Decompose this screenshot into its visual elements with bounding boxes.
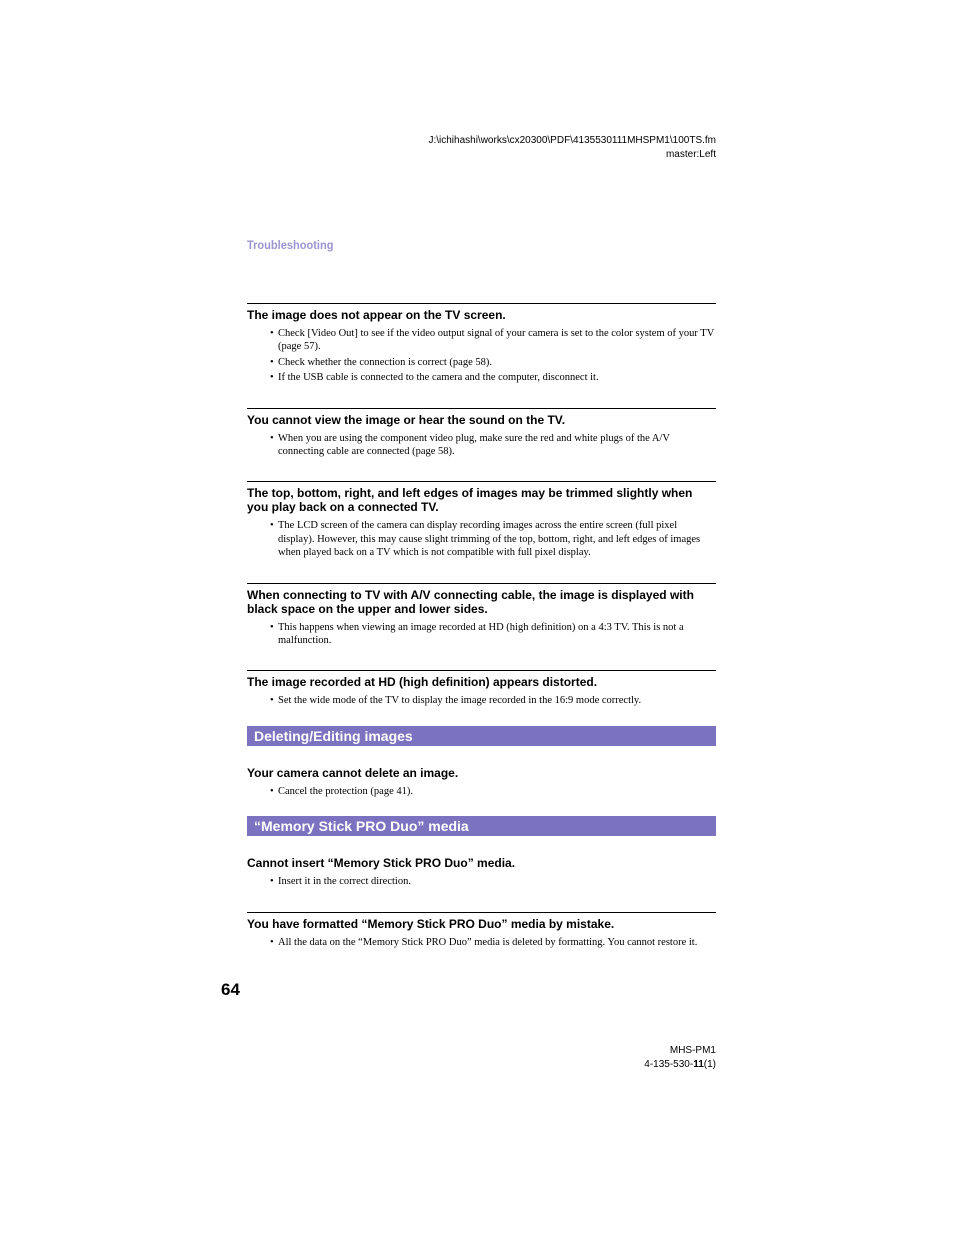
topic-heading: Cannot insert “Memory Stick PRO Duo” media. [247, 856, 516, 871]
bullet-icon: • [270, 520, 274, 532]
section-label: Troubleshooting [247, 238, 334, 252]
topic [247, 670, 716, 707]
bullet-list [247, 936, 716, 949]
bullet-list [247, 785, 716, 798]
topic-heading: You cannot view the image or hear the sound on the TV. [247, 412, 566, 427]
topic [247, 912, 716, 949]
master-page-label: master:Left [665, 149, 716, 160]
bullet-item: • If the USB cable is connected to the camera and the computer, disconnect it. [270, 372, 599, 384]
bullet-list [247, 519, 716, 559]
topic [247, 481, 716, 559]
bullet-list [247, 621, 716, 648]
bullet-list [247, 432, 716, 459]
section-banner-memory-stick: “Memory Stick PRO Duo” media [247, 816, 716, 836]
part-number: 4-135-530-11(1) [644, 1059, 716, 1070]
topic [247, 852, 716, 888]
bullet-icon: • [270, 372, 274, 384]
bullet-icon: • [270, 876, 274, 888]
model-name: MHS-PM1 [669, 1045, 716, 1056]
page-content [247, 303, 716, 972]
topic-heading: The image does not appear on the TV screen. [247, 308, 506, 322]
bullet-item: • Check [Video Out] to see if the video output signal of your camera is set to the color system of your TV (page 57). [270, 328, 715, 353]
bullet-list [247, 327, 716, 385]
bullet-item: • When you are using the component video plug, make sure the red and white plugs of the A/V connecting cable are connected (page 58). [270, 432, 670, 458]
bullet-icon: • [270, 621, 274, 633]
bullet-icon: • [270, 328, 274, 339]
topic-heading: Your camera cannot delete an image. [247, 765, 459, 780]
bullet-icon: • [270, 432, 274, 444]
file-path: J:\ichihashi\works\cx20300\PDF\4135530111MHSPM1\100TS.fm [428, 135, 716, 146]
bullet-item: • Insert it in the correct direction. [270, 876, 411, 888]
bullet-item: • This happens when viewing an image recorded at HD (high definition) on a 4:3 TV. This is not a malfunction. [270, 621, 684, 647]
topic [247, 583, 716, 648]
model-footer [644, 1044, 716, 1072]
topic-heading: You have formatted “Memory Stick PRO Duo” media by mistake. [247, 916, 615, 931]
bullet-icon: • [270, 785, 274, 797]
topic [247, 303, 716, 385]
bullet-icon: • [270, 356, 274, 368]
bullet-list [247, 875, 716, 888]
topic-heading: The top, bottom, right, and left edges of images may be trimmed slightly when you play back on a connected TV. [247, 486, 693, 515]
topic [247, 762, 716, 798]
bullet-item: • Check whether the connection is correct (page 58). [270, 356, 492, 368]
section-banner-deleting: Deleting/Editing images [247, 726, 716, 746]
topic [247, 408, 716, 459]
bullet-list [247, 694, 716, 707]
bullet-item: • Set the wide mode of the TV to display the image recorded in the 16:9 mode correctly. [270, 695, 642, 707]
topic-heading: When connecting to TV with A/V connecting cable, the image is displayed with black space on the upper and lower sides. [247, 587, 694, 616]
page-number: 64 [221, 980, 240, 999]
topic-heading: The image recorded at HD (high definition) appears distorted. [247, 675, 598, 690]
bullet-item: • All the data on the “Memory Stick PRO Duo” media is deleted by formatting. You cannot restore it. [270, 936, 698, 948]
bullet-item: • Cancel the protection (page 41). [270, 785, 413, 797]
bullet-icon: • [270, 936, 274, 948]
bullet-item: • The LCD screen of the camera can display recording images across the entire screen (full pixel display). However, this may cause slight trimming of the top, bottom, right, and left edges of images when played back on a TV which is not compatible with full pixel display. [270, 520, 701, 559]
file-path-header [428, 134, 716, 162]
bullet-icon: • [270, 695, 274, 707]
